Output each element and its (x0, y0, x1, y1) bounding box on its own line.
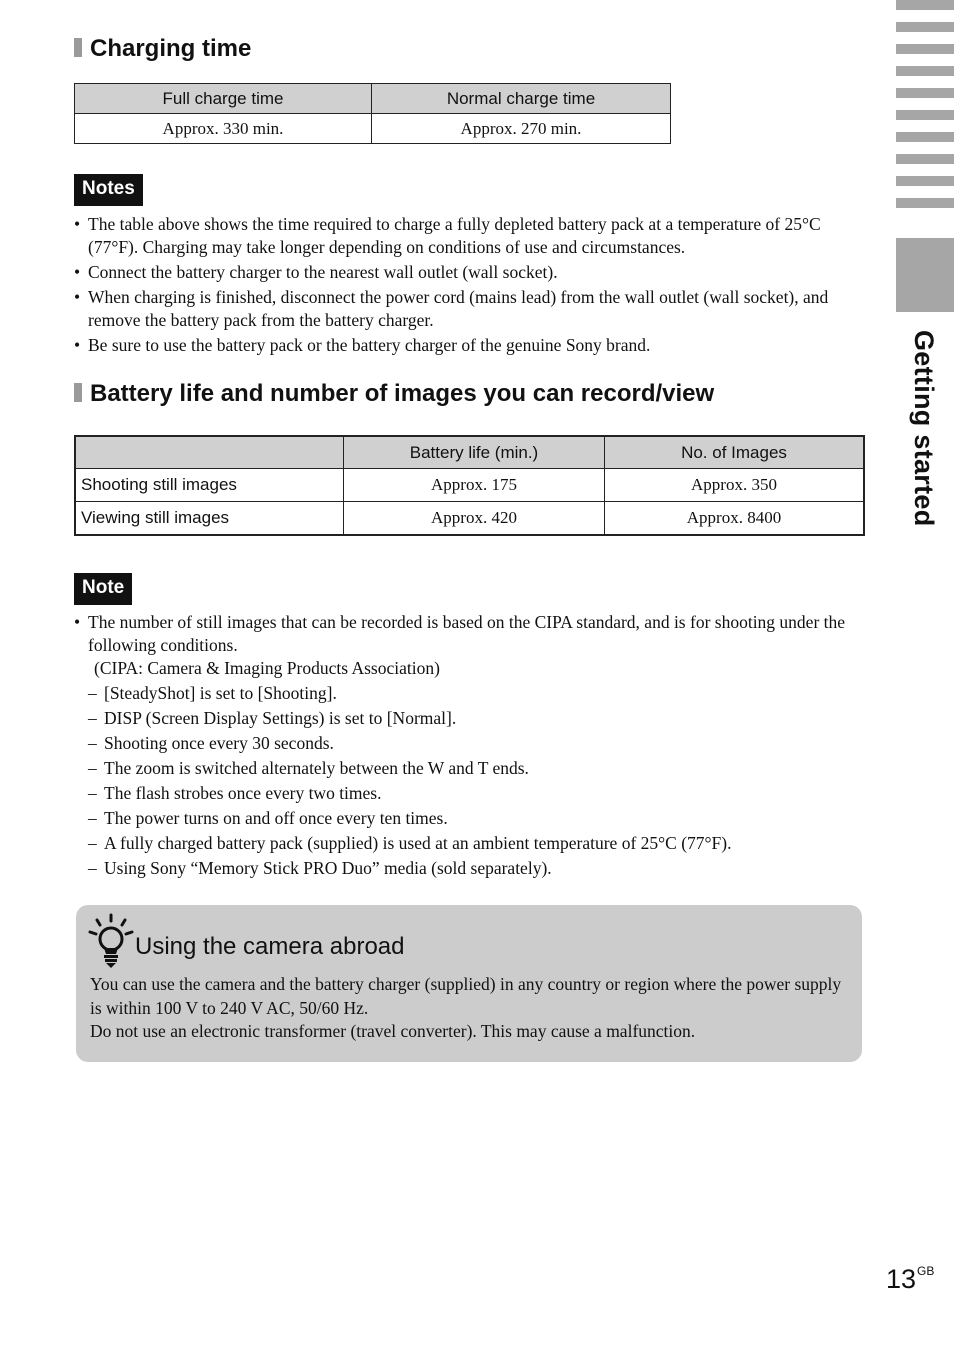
list-item: • When charging is finished, disconnect the power cord (mains lead) from the wall outlet (wall socket), and remove the battery pack from the battery charger. (74, 286, 864, 332)
table-cell: Approx. 270 min. (372, 114, 671, 144)
note-intro-paren: (CIPA: Camera & Imaging Products Association) (94, 658, 440, 678)
tip-box (76, 905, 862, 1062)
page-number-suffix: GB (917, 1264, 935, 1278)
note-intro: The number of still images that can be recorded is based on the CIPA standard, and is for shooting under the following conditions. (88, 612, 846, 655)
table-cell: Approx. 175 (344, 469, 605, 502)
battery-life-title: Battery life and number of images you can record/view (90, 380, 715, 407)
side-tab-block (896, 238, 954, 312)
notes-list (74, 213, 864, 359)
table-header: Full charge time (75, 84, 372, 114)
list-item (74, 611, 864, 680)
page-number-value: 13 (886, 1264, 917, 1294)
table-header (75, 436, 344, 469)
condition-text: The zoom is switched alternately between the W and T ends. (104, 758, 529, 778)
tip-paragraph: You can use the camera and the battery charger (supplied) in any country or region where the power supply is within 100 V to 240 V AC, 50/60 Hz. (90, 974, 842, 1018)
condition-text: Shooting once every 30 seconds. (104, 733, 334, 753)
condition-item: – [SteadyShot] is set to [Shooting]. (88, 683, 337, 703)
notes-label: Notes (74, 174, 143, 206)
list-item: • Be sure to use the battery pack or the battery charger of the genuine Sony brand. (74, 334, 864, 357)
charging-time-heading (74, 35, 251, 63)
tip-body (90, 973, 850, 1044)
condition-text: DISP (Screen Display Settings) is set to [Normal]. (104, 708, 457, 728)
charging-time-title: Charging time (90, 35, 252, 62)
table-row-label: Shooting still images (75, 469, 344, 502)
condition-text: The flash strobes once every two times. (104, 783, 382, 803)
condition-text: The power turns on and off once every ten times. (104, 808, 448, 828)
list-item: • Connect the battery charger to the nearest wall outlet (wall socket). (74, 261, 864, 284)
table-header: No. of Images (605, 436, 865, 469)
table-header: Normal charge time (372, 84, 671, 114)
note-label: Note (74, 573, 132, 605)
table-cell: Approx. 8400 (605, 502, 865, 536)
tip-title: Using the camera abroad (135, 933, 405, 960)
heading-marker (74, 383, 82, 402)
battery-life-table (74, 435, 865, 536)
lightbulb-icon (88, 913, 134, 969)
tip-paragraph: Do not use an electronic transformer (travel converter). This may cause a malfunction. (90, 1021, 696, 1041)
page-number (886, 1264, 934, 1295)
condition-item: – DISP (Screen Display Settings) is set to [Normal]. (88, 708, 457, 728)
condition-item: – Using Sony “Memory Stick PRO Duo” media (sold separately). (88, 858, 552, 878)
list-item: • The table above shows the time required to charge a fully depleted battery pack at a temperature of 25°C (77°F). Charging may take longer depending on conditions of use and circumstances. (74, 213, 864, 259)
battery-life-heading (74, 380, 714, 408)
condition-item: – The power turns on and off once every ten times. (88, 808, 448, 828)
table-row-label: Viewing still images (75, 502, 344, 536)
side-tab-label: Getting started (909, 330, 939, 527)
condition-item: – A fully charged battery pack (supplied) is used at an ambient temperature of 25°C (77°F). (88, 833, 732, 853)
table-cell: Approx. 420 (344, 502, 605, 536)
condition-text: A fully charged battery pack (supplied) is used at an ambient temperature of 25°C (77°F). (104, 833, 732, 853)
condition-item: – Shooting once every 30 seconds. (88, 733, 334, 753)
charging-time-table (74, 83, 671, 144)
table-cell: Approx. 330 min. (75, 114, 372, 144)
condition-text: [SteadyShot] is set to [Shooting]. (104, 683, 337, 703)
condition-item: – The zoom is switched alternately between the W and T ends. (88, 758, 529, 778)
condition-text: Using Sony “Memory Stick PRO Duo” media (sold separately). (104, 858, 552, 878)
table-header: Battery life (min.) (344, 436, 605, 469)
condition-item: – The flash strobes once every two times. (88, 783, 382, 803)
heading-marker (74, 38, 82, 57)
side-tab-stripes (896, 0, 954, 220)
table-cell: Approx. 350 (605, 469, 865, 502)
note-list (74, 611, 864, 880)
